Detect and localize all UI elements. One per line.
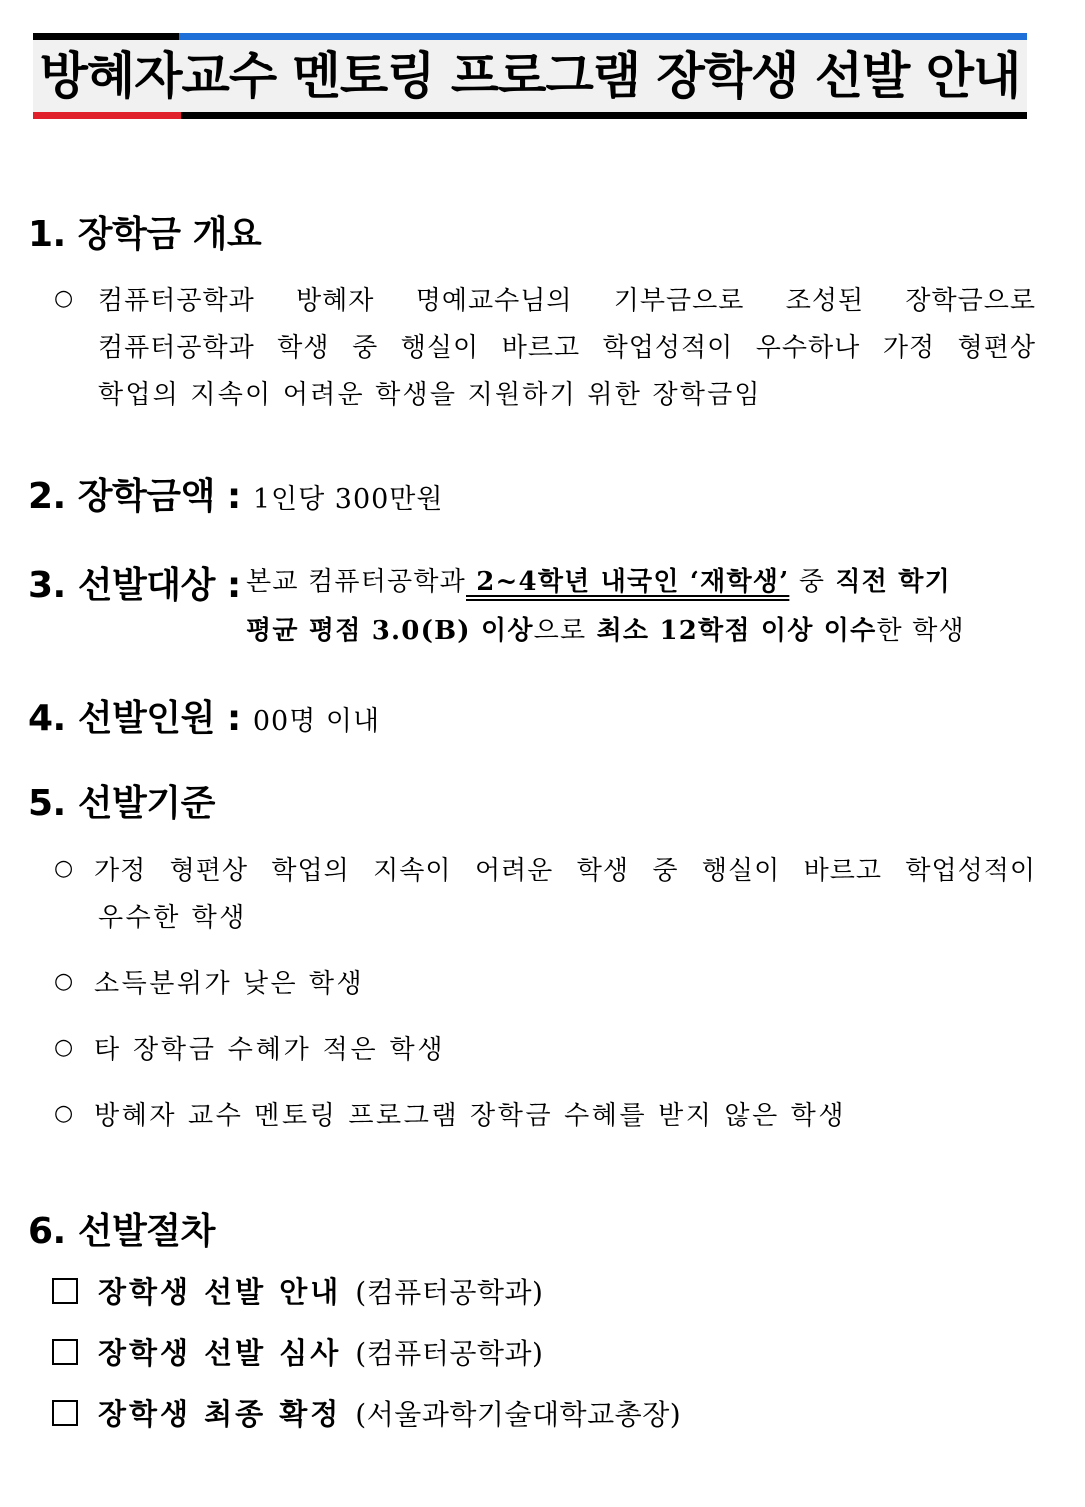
target-line-1 — [246, 561, 951, 598]
target-text-plain: 본교 컴퓨터공학과 — [246, 567, 466, 597]
procedure-step-2 — [52, 1331, 543, 1372]
procedure-step-note: (컴퓨터공학과) — [355, 1337, 544, 1370]
bullet-icon: ○ — [54, 1101, 74, 1126]
checkbox-icon — [52, 1278, 78, 1304]
section-overview-heading: 1. 장학금 개요 — [28, 214, 262, 255]
target-text-plain-4: 한 학생 — [876, 616, 965, 646]
section-count-row — [28, 690, 380, 741]
section-amount-row — [28, 468, 443, 519]
overview-line-3: 학업의 지속이 어려운 학생을 지원하기 위한 장학금임 — [98, 380, 762, 410]
overview-line-2: 컴퓨터공학과 학생 중 행실이 바르고 학업성적이 우수하나 가정 형편상 — [98, 333, 1036, 363]
section-count-heading: 4. 선발인원 : — [28, 698, 241, 739]
target-text-plain-2: 중 — [789, 567, 826, 597]
procedure-step-label: 장학생 선발 안내 — [98, 1275, 342, 1309]
target-line-2 — [246, 610, 965, 647]
section-target-heading: 3. 선발대상 : — [28, 565, 241, 606]
page-title: 방혜자교수 멘토링 프로그램 장학생 선발 안내 — [39, 47, 1021, 105]
target-gpa-bold: 평균 평점 3.0(B) 이상 — [246, 616, 534, 646]
bullet-icon: ○ — [54, 969, 74, 994]
procedure-step-note: (서울과학기술대학교총장) — [355, 1398, 682, 1431]
procedure-step-1 — [52, 1270, 543, 1311]
criteria-item-3: 타 장학금 수혜가 적은 학생 — [94, 1035, 446, 1065]
bullet-icon: ○ — [54, 286, 74, 311]
overview-line-1: 컴퓨터공학과 방혜자 명예교수님의 기부금으로 조성된 장학금으로 — [98, 286, 1036, 316]
section-criteria-heading: 5. 선발기준 — [28, 783, 215, 824]
criteria-item-1: 가정 형편상 학업의 지속이 어려운 학생 중 행실이 바르고 학업성적이 — [94, 856, 1036, 886]
title-banner — [33, 33, 1027, 119]
count-value: 00명 이내 — [252, 706, 381, 737]
criteria-item-4: 방혜자 교수 멘토링 프로그램 장학금 수혜를 받지 않은 학생 — [94, 1101, 847, 1131]
title-top-blue-accent — [179, 33, 1027, 40]
section-amount-heading: 2. 장학금액 : — [28, 476, 241, 517]
checkbox-icon — [52, 1400, 78, 1426]
title-bottom-rule — [33, 112, 1027, 119]
title-bottom-red-accent — [33, 112, 181, 119]
target-text-underlined: 2~4학년 내국인 ‘재학생’ — [466, 567, 790, 597]
target-text-bold: 직전 학기 — [825, 567, 951, 597]
procedure-step-note: (컴퓨터공학과) — [355, 1276, 544, 1309]
section-procedure-heading: 6. 선발절차 — [28, 1211, 215, 1252]
procedure-step-label: 장학생 최종 확정 — [98, 1397, 342, 1431]
checkbox-icon — [52, 1339, 78, 1365]
target-text-plain-3: 으로 — [533, 616, 587, 646]
procedure-step-label: 장학생 선발 심사 — [98, 1336, 342, 1370]
criteria-item-1-cont: 우수한 학생 — [98, 903, 247, 933]
amount-value: 1인당 300만원 — [252, 484, 444, 515]
target-credits-bold: 최소 12학점 이상 이수 — [586, 616, 877, 646]
procedure-step-3 — [52, 1392, 681, 1433]
bullet-icon: ○ — [54, 856, 74, 881]
bullet-icon: ○ — [54, 1035, 74, 1060]
criteria-item-2: 소득분위가 낮은 학생 — [94, 969, 365, 999]
